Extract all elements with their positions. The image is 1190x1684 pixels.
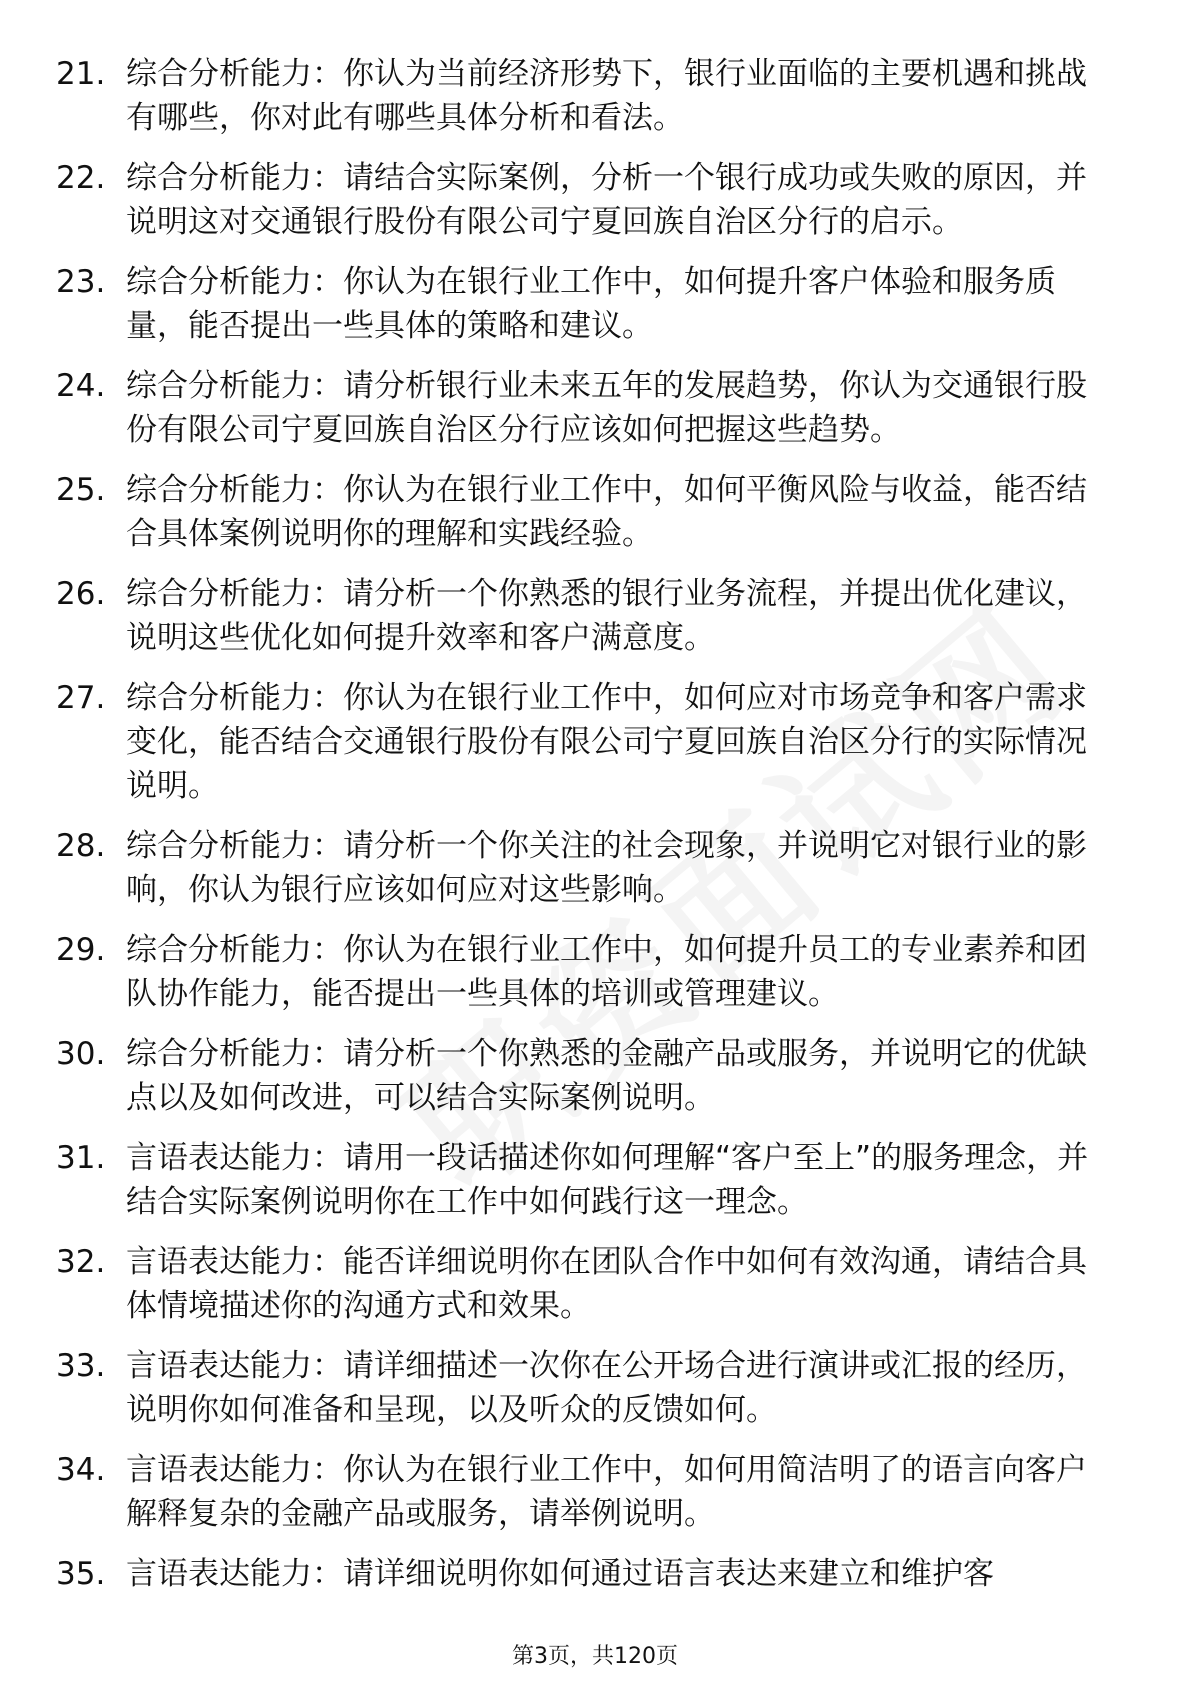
question-number: 26.: [56, 576, 106, 612]
question-text: 综合分析能力：你认为在银行业工作中，如何应对市场竞争和客户需求变化，能否结合交通银行股份有限公司宁夏回族自治区分行的实际情况说明。: [126, 680, 1087, 804]
question-item: [56, 676, 1106, 808]
question-item: [56, 1136, 1106, 1224]
question-text: 综合分析能力：请分析一个你熟悉的金融产品或服务，并说明它的优缺点以及如何改进，可以结合实际案例说明。: [126, 1036, 1087, 1116]
question-item: [56, 1032, 1106, 1120]
question-number: 32.: [56, 1244, 106, 1280]
question-item: [56, 1240, 1106, 1328]
question-text: 综合分析能力：你认为在银行业工作中，如何平衡风险与收益，能否结合具体案例说明你的理解和实践经验。: [126, 472, 1087, 552]
question-number: 30.: [56, 1036, 106, 1072]
question-item: [56, 928, 1106, 1016]
question-item: [56, 572, 1106, 660]
question-text: 综合分析能力：请分析银行业未来五年的发展趋势，你认为交通银行股份有限公司宁夏回族自治区分行应该如何把握这些趋势。: [126, 368, 1087, 448]
question-number: 25.: [56, 472, 106, 508]
question-text: 综合分析能力：请分析一个你关注的社会现象，并说明它对银行业的影响，你认为银行应该如何应对这些影响。: [126, 828, 1087, 908]
question-item: [56, 156, 1106, 244]
question-number: 35.: [56, 1556, 106, 1592]
question-number: 21.: [56, 56, 106, 92]
question-number: 31.: [56, 1140, 106, 1176]
question-number: 33.: [56, 1348, 106, 1384]
page-footer: 第3页，共120页: [512, 1644, 678, 1669]
question-text: 言语表达能力：请用一段话描述你如何理解“客户至上”的服务理念，并结合实际案例说明你在工作中如何践行这一理念。: [126, 1140, 1089, 1220]
question-text: 综合分析能力：你认为在银行业工作中，如何提升员工的专业素养和团队协作能力，能否提出一些具体的培训或管理建议。: [126, 932, 1087, 1012]
question-text: 言语表达能力：请详细说明你如何通过语言表达来建立和维护客: [126, 1556, 994, 1592]
question-item: [56, 468, 1106, 556]
question-number: 29.: [56, 932, 106, 968]
question-text: 综合分析能力：请结合实际案例，分析一个银行成功或失败的原因，并说明这对交通银行股份有限公司宁夏回族自治区分行的启示。: [126, 160, 1087, 240]
question-item: [56, 52, 1106, 140]
question-text: 综合分析能力：请分析一个你熟悉的银行业务流程，并提出优化建议，说明这些优化如何提升效率和客户满意度。: [126, 576, 1087, 656]
question-item: [56, 364, 1106, 452]
question-item: [56, 824, 1106, 912]
question-list: [56, 52, 1106, 1612]
question-text: 言语表达能力：能否详细说明你在团队合作中如何有效沟通，请结合具体情境描述你的沟通方式和效果。: [126, 1244, 1087, 1324]
question-text: 言语表达能力：你认为在银行业工作中，如何用简洁明了的语言向客户解释复杂的金融产品或服务，请举例说明。: [126, 1452, 1087, 1532]
question-text: 综合分析能力：你认为当前经济形势下，银行业面临的主要机遇和挑战有哪些，你对此有哪些具体分析和看法。: [126, 56, 1087, 136]
question-item: [56, 1552, 1106, 1596]
question-number: 24.: [56, 368, 106, 404]
question-item: [56, 260, 1106, 348]
question-number: 27.: [56, 680, 106, 716]
question-text: 综合分析能力：你认为在银行业工作中，如何提升客户体验和服务质量，能否提出一些具体的策略和建议。: [126, 264, 1056, 344]
question-number: 22.: [56, 160, 106, 196]
question-number: 34.: [56, 1452, 106, 1488]
question-number: 23.: [56, 264, 106, 300]
question-number: 28.: [56, 828, 106, 864]
question-item: [56, 1344, 1106, 1432]
question-text: 言语表达能力：请详细描述一次你在公开场合进行演讲或汇报的经历，说明你如何准备和呈现，以及听众的反馈如何。: [126, 1348, 1087, 1428]
question-item: [56, 1448, 1106, 1536]
